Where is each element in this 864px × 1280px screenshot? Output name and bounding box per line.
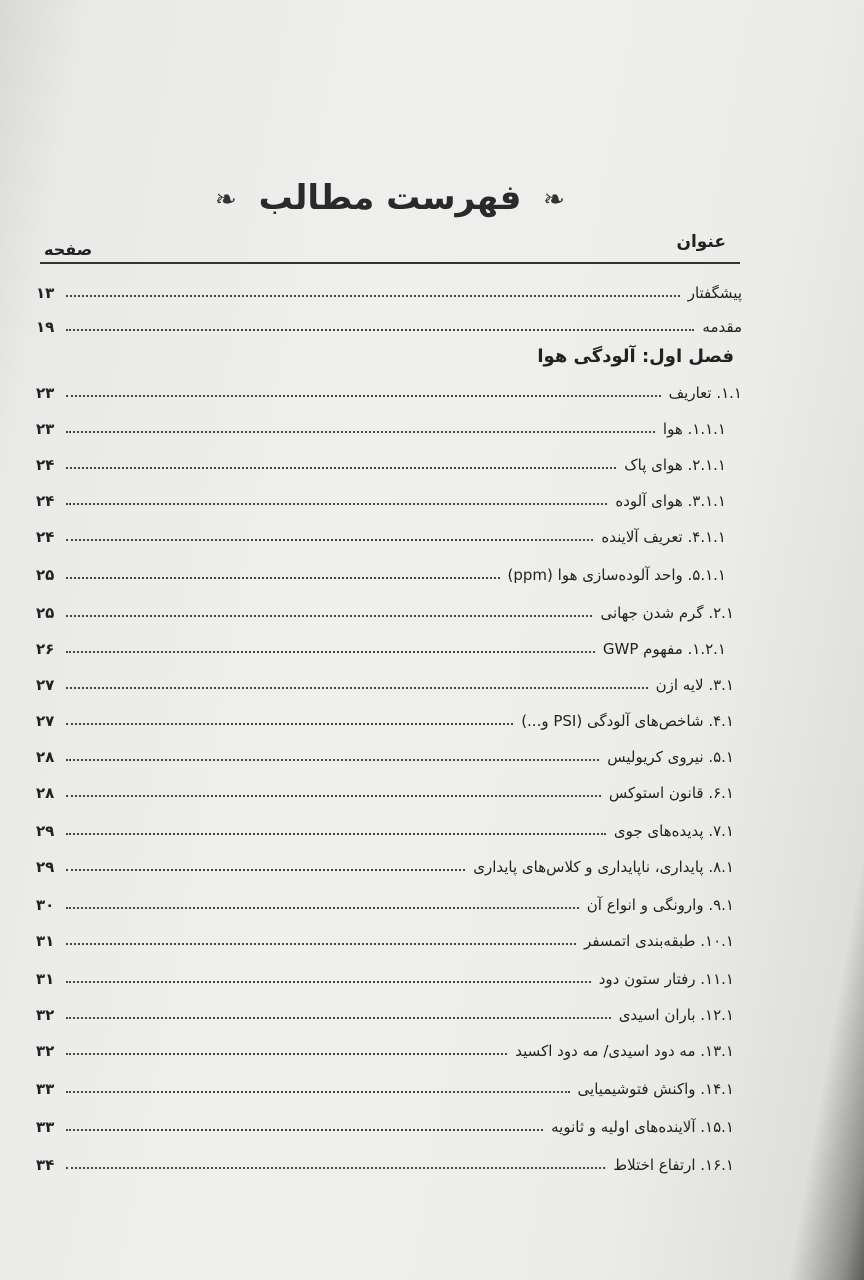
dot-leader: [66, 539, 593, 541]
toc-entry[interactable]: [36, 736, 734, 766]
page-title: [0, 178, 780, 218]
toc-entry-label: ۸.۱. پایداری، ناپایداری و کلاس‌های پایداری: [473, 858, 734, 876]
toc-entry-page: ۲۹: [36, 822, 55, 840]
dot-leader: [66, 467, 616, 469]
chapter-heading: فصل اول: آلودگی هوا: [537, 346, 734, 367]
toc-entry-label: ۱.۱.۱. هوا: [662, 420, 726, 438]
toc-entry-page: ۳۱: [36, 932, 55, 950]
toc-entry-label: ۴.۱.۱. تعریف آلاینده: [601, 528, 726, 546]
toc-entry-label: ۵.۱.۱. واحد آلوده‌سازی هوا (ppm): [507, 566, 726, 584]
toc-entry[interactable]: [36, 700, 734, 730]
toc-entry-page: ۲۳: [36, 420, 55, 438]
toc-entry[interactable]: [36, 958, 734, 988]
toc-entry-label: ۱.۲.۱. مفهوم GWP: [602, 640, 726, 658]
page-title-text: فهرست مطالب: [258, 178, 522, 218]
toc-entry-page: ۳۰: [36, 896, 55, 914]
toc-entry[interactable]: [36, 408, 726, 438]
toc-entry[interactable]: [36, 1144, 734, 1174]
dot-leader: [66, 1167, 605, 1169]
toc-entry-page: ۱۳: [36, 284, 55, 302]
dot-leader: [66, 295, 680, 297]
toc-entry-page: ۲۳: [36, 384, 55, 402]
toc-entry[interactable]: [36, 994, 734, 1024]
toc-entry-page: ۲۸: [36, 784, 55, 802]
toc-entry[interactable]: [36, 772, 734, 802]
toc-entry[interactable]: [36, 480, 726, 510]
toc-entry-label: مقدمه: [702, 318, 742, 336]
toc-entry-page: ۳۳: [36, 1080, 55, 1098]
toc-entry-label: ۲.۱.۱. هوای پاک: [624, 456, 726, 474]
dot-leader: [66, 395, 661, 397]
toc-entry-label: ۱۵.۱. آلاینده‌های اولیه و ثانویه: [551, 1118, 734, 1136]
toc-entry[interactable]: [36, 1030, 734, 1060]
dot-leader: [66, 615, 592, 617]
toc-entry[interactable]: [36, 628, 726, 658]
toc-entry[interactable]: [36, 1106, 734, 1136]
toc-entry[interactable]: [36, 372, 742, 402]
toc-entry-label: ۶.۱. قانون استوکس: [608, 784, 734, 802]
header-divider: [40, 262, 740, 264]
toc-entry-page: ۲۶: [36, 640, 55, 658]
toc-entry-label: ۷.۱. پدیده‌های جوی: [613, 822, 734, 840]
toc-entry-page: ۲۹: [36, 858, 55, 876]
dot-leader: [66, 687, 648, 689]
dot-leader: [66, 795, 601, 797]
dot-leader: [66, 759, 599, 761]
toc-entry[interactable]: [36, 592, 734, 622]
page-column-header: صفحه: [44, 240, 93, 259]
ornament-left-icon: ❧: [214, 184, 237, 215]
toc-entry-page: ۳۴: [36, 1156, 55, 1174]
dot-leader: [66, 943, 576, 945]
dot-leader: [66, 869, 465, 871]
toc-entry-label: ۲.۱. گرم شدن جهانی: [600, 604, 734, 622]
toc-entry-label: ۱۱.۱. رفتار ستون دود: [598, 970, 734, 988]
toc-entry-label: پیشگفتار: [687, 284, 742, 302]
toc-entry[interactable]: [36, 810, 734, 840]
toc-entry-label: ۴.۱. شاخص‌های آلودگی (PSI و...): [521, 712, 734, 730]
toc-entry-page: ۲۴: [36, 528, 55, 546]
dot-leader: [66, 723, 513, 725]
dot-leader: [66, 503, 607, 505]
dot-leader: [66, 1091, 570, 1093]
toc-entry-label: ۹.۱. وارونگی و انواع آن: [586, 896, 734, 914]
dot-leader: [66, 1053, 507, 1055]
dot-leader: [66, 1129, 543, 1131]
title-column-header: عنوان: [676, 232, 726, 252]
toc-entry-label: ۱۶.۱. ارتفاع اختلاط: [613, 1156, 734, 1174]
dot-leader: [66, 1017, 611, 1019]
toc-entry-page: ۲۸: [36, 748, 55, 766]
toc-entry[interactable]: [36, 516, 726, 546]
toc-entry-page: ۳۳: [36, 1118, 55, 1136]
dot-leader: [66, 651, 595, 653]
toc-entry[interactable]: [36, 1068, 734, 1098]
toc-entry-label: ۳.۱.۱. هوای آلوده: [615, 492, 726, 510]
toc-entry[interactable]: [36, 846, 734, 876]
toc-entry[interactable]: [36, 664, 734, 694]
dot-leader: [66, 329, 694, 331]
toc-entry-label: ۱۳.۱. مه دود اسیدی/ مه دود اکسید: [515, 1042, 734, 1060]
toc-entry-page: ۲۴: [36, 456, 55, 474]
dot-leader: [66, 577, 500, 579]
toc-entry-label: ۳.۱. لایه ازن: [655, 676, 734, 694]
toc-entry-page: ۲۵: [36, 566, 55, 584]
toc-entry[interactable]: [36, 444, 726, 474]
toc-entry[interactable]: [36, 554, 726, 584]
toc-entry-page: ۲۵: [36, 604, 55, 622]
dot-leader: [66, 907, 579, 909]
toc-entry-page: ۲۷: [36, 712, 55, 730]
toc-entry-page: ۲۷: [36, 676, 55, 694]
toc-entry-label: ۱.۱. تعاریف: [668, 384, 742, 402]
toc-entry-label: ۱۲.۱. باران اسیدی: [618, 1006, 734, 1024]
toc-entry[interactable]: [36, 272, 742, 302]
toc-entry-label: ۵.۱. نیروی کریولیس: [607, 748, 734, 766]
dot-leader: [66, 833, 606, 835]
toc-entry-page: ۲۴: [36, 492, 55, 510]
toc-entry-label: ۱۰.۱. طبقه‌بندی اتمسفر: [584, 932, 734, 950]
dot-leader: [66, 981, 591, 983]
toc-entry-page: ۱۹: [36, 318, 55, 336]
toc-entry[interactable]: [36, 306, 742, 336]
toc-entry-page: ۳۲: [36, 1042, 55, 1060]
toc-entry-label: ۱۴.۱. واکنش فتوشیمیایی: [577, 1080, 734, 1098]
toc-entry-page: ۳۱: [36, 970, 55, 988]
toc-entry[interactable]: [36, 884, 734, 914]
toc-entry[interactable]: [36, 920, 734, 950]
toc-entry-page: ۳۲: [36, 1006, 55, 1024]
ornament-right-icon: ❧: [543, 184, 566, 215]
dot-leader: [66, 431, 655, 433]
